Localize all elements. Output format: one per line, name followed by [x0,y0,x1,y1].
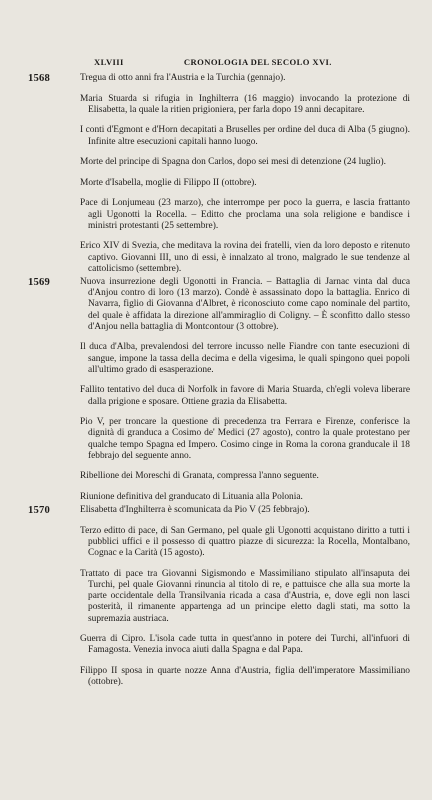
chronology-item: Guerra di Cipro. L'isola cade tutta in quest'anno in potere dei Turchi, all'infuori di Famagosta. Venezia invoca aiuti dalla Spagna e dal Papa. [80,634,410,656]
chronology-item: Elisabetta d'Inghilterra è scomunicata da Pio V (25 febbrajo). [80,505,310,516]
chronology-item: Tregua di otto anni fra l'Austria e la Turchia (gennajo). [80,73,286,83]
chronology-item: Pace di Lonjumeau (23 marzo), che interrompe per poco la guerra, e lascia frattanto agli Ugonotti la Rocella. – Editto che proclama una sola religione e bandisce i ministri protestanti (25 settembre). [80,198,410,231]
year-entry [28,505,410,688]
running-title: CRONOLOGIA DEL SECOLO XVI. [183,57,332,67]
chronology-item: Nuova insurrezione degli Ugonotti in Francia. – Battaglia di Jarnac vinta dal duca d'Anjou contro di loro (13 marzo). Condè è assassinato dopo la battaglia. Enrico di Navarra, figlio di Giovanna d'Albret, è riconosciuto come capo nominale del partito, del quale è affidata la direzione all'ammiraglio di Coligny. – È sconfitto dallo stesso d'Anjou nella battaglia di Montcontour (3 ottobre). [80,276,410,332]
year-label: 1568 [28,73,50,84]
chronology-item: Riunione definitiva del granducato di Lituania alla Polonia. [80,491,303,502]
chronology-item: I conti d'Egmont e d'Horn decapitati a Bruselles per ordine del duca di Alba (5 giugno). Infinite altre esecuzioni capitali hanno luogo. [80,125,410,147]
running-header [94,57,402,67]
chronology-item: Maria Stuarda si rifugia in Inghilterra (16 maggio) invocando la protezione di Elisabetta, la quale la ritien prigioniera, per farla dopo 19 anni decapitare. [80,93,410,115]
chronology-item: Pio V, per troncare la questione di precedenza tra Ferrara e Firenze, conferisce la dignità di granduca a Cosimo de' Medici (27 agosto), contro la quale protestano per qualche tempo Spagna ed Impero. Cosimo cinge in Roma la corona granducale il 18 febbrajo del seguente anno. [80,417,410,461]
chronology-item: Terzo editto di pace, di San Germano, pel quale gli Ugonotti acquistano diritto a tutti i pubblici uffici e il possesso di quattro piazze di sicurezza: la Rocella, Montalbano, Cognac e la Carità (15 agosto). [80,525,410,559]
page-number: XLVIII [94,57,124,67]
chronology-item: Il duca d'Alba, prevalendosi del terrore incusso nelle Fiandre con tante esecuzioni di sangue, impone la tassa della decima e della vigesima, le quali spingono quei popoli all'ultimo grado di esasperazione. [80,342,410,375]
year-label: 1570 [28,505,50,517]
year-entry [28,276,410,503]
chronology-item: Morte d'Isabella, moglie di Filippo II (ottobre). [80,177,257,188]
chronology-item: Morte del principe di Spagna don Carlos, dopo sei mesi di detenzione (24 luglio). [80,157,386,168]
chronology-item: Fallito tentativo del duca di Norfolk in favore di Maria Stuarda, ch'egli voleva liberare dalla prigione e sposare. Ottiene grazia da Elisabetta. [80,385,410,407]
year-label: 1569 [28,276,50,288]
year-entry [28,73,410,275]
chronology-item: Filippo II sposa in quarte nozze Anna d'Austria, figlia dell'imperatore Massimiliano (ottobre). [80,665,410,688]
chronology-item: Trattato di pace tra Giovanni Sigismondo e Massimiliano stipulato all'insaputa dei Turchi, pel quale Giovanni rinuncia al titolo di re, e pattuisce che alla sua morte la parte occidentale della Transilvania ricada a casa d'Austria, e, dove egli non lasci posterità, il rimanente appartenga ad un principe eletto dagli stati, ma sotto la supremazia austriaca. [80,568,410,624]
chronology-item: Ribellione dei Moreschi di Granata, compressa l'anno seguente. [80,471,319,482]
chronology-item: Erico XIV di Svezia, che meditava la rovina dei fratelli, vien da loro deposto e ritenuto captivo. Giovanni III, uno di essi, è innalzato al trono, malgrado le sue tendenze al cattolicismo (settembre). [80,241,410,274]
